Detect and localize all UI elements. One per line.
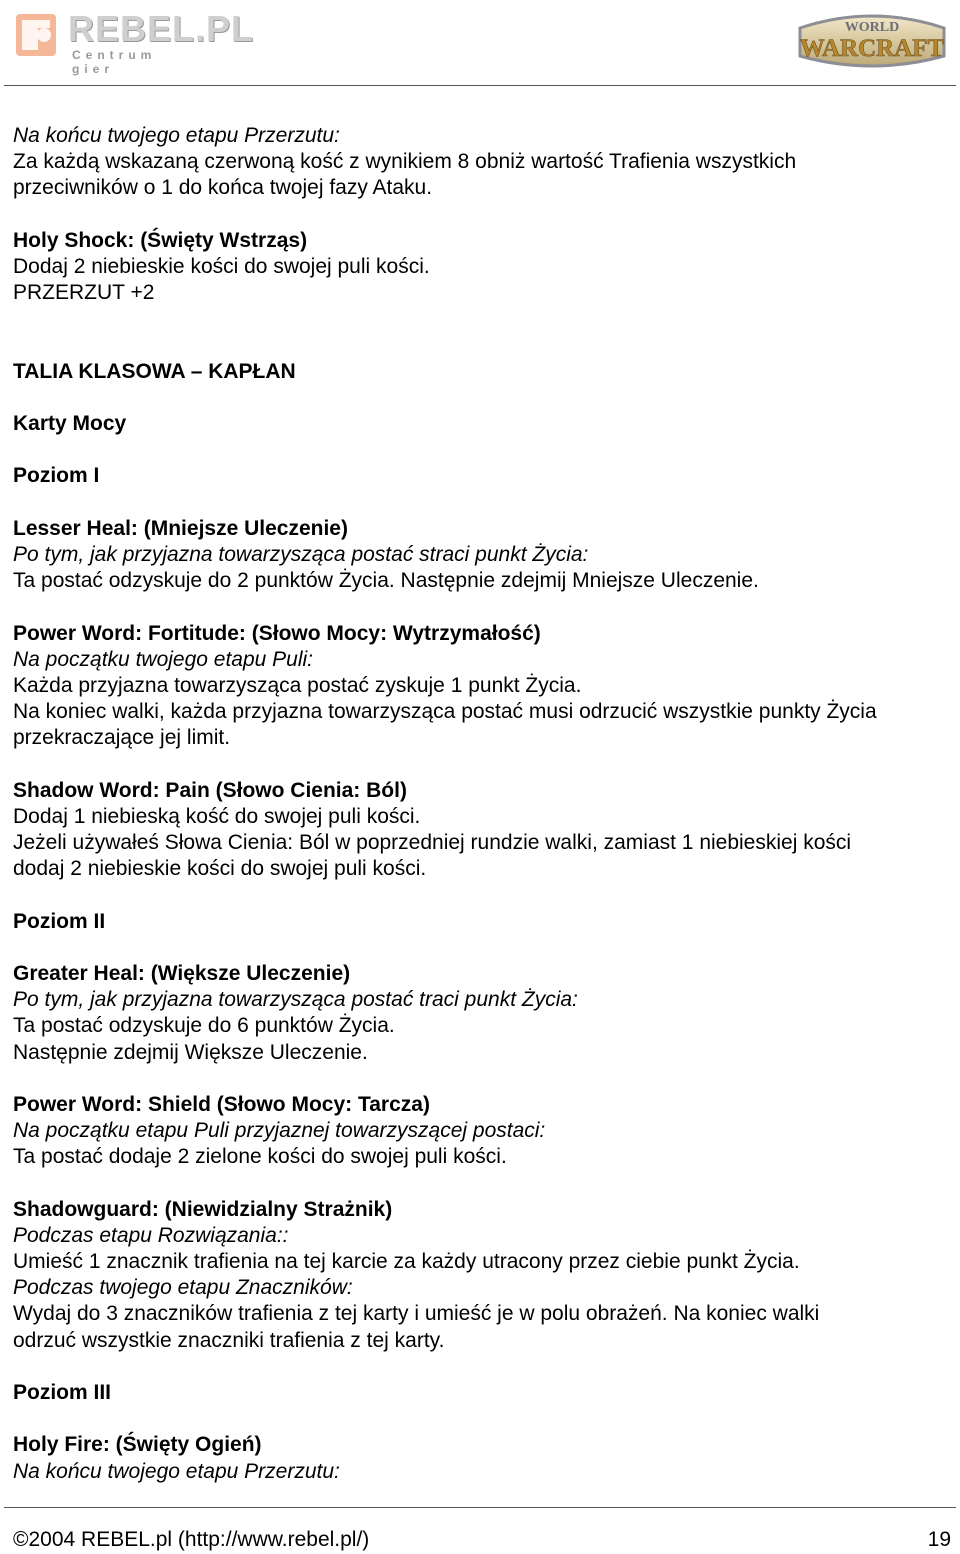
trigger-line: Podczas etapu Rozwiązania:: [13, 1223, 289, 1247]
rebel-logo [14, 8, 255, 76]
text-line: dodaj 2 niebieskie kości do swojej puli kości. [13, 857, 427, 881]
trigger-line: Na początku etapu Puli przyjaznej towarzyszącej postaci: [13, 1119, 546, 1143]
trigger-line: Podczas twojego etapu Znaczników: [13, 1276, 353, 1300]
heading-line: Holy Fire: (Święty Ogień) [13, 1433, 262, 1457]
header-divider [4, 85, 956, 86]
warcraft-logo [794, 6, 950, 74]
heading-line: Karty Mocy [13, 412, 127, 436]
trigger-line: Po tym, jak przyjazna towarzysząca postać traci punkt Życia: [13, 988, 578, 1012]
blank-line [13, 437, 953, 463]
blank-line [13, 594, 953, 620]
text-line: przekraczające jej limit. [13, 726, 231, 750]
blank-line [13, 333, 953, 359]
heading-line: TALIA KLASOWA – KAPŁAN [13, 359, 296, 383]
heading-line: Poziom I [13, 464, 100, 488]
heading-line: Shadow Word: Pain (Słowo Cienia: Ból) [13, 778, 407, 802]
blank-line [13, 202, 953, 228]
page-number: 19 [927, 1528, 951, 1551]
blank-line [13, 935, 953, 961]
footer-copyright: ©2004 REBEL.pl (http://www.rebel.pl/) [13, 1528, 370, 1551]
heading-line: Poziom III [13, 1381, 112, 1404]
text-line: Ta postać odzyskuje do 6 punktów Życia. [13, 1014, 395, 1038]
blank-line [13, 882, 953, 908]
rebel-logo-name: REBEL.PL [68, 8, 255, 49]
text-line: Dodaj 2 niebieskie kości do swojej puli kości. [13, 254, 430, 278]
text-line: Ta postać odzyskuje do 2 punktów Życia. Następnie zdejmij Mniejsze Uleczenie. [13, 569, 759, 593]
trigger-line: Po tym, jak przyjazna towarzysząca postać straci punkt Życia: [13, 543, 589, 566]
text-line: Za każdą wskazaną czerwoną kość z wynikiem 8 obniż wartość Trafienia wszystkich [13, 150, 797, 174]
warcraft-logo-bottom: WARCRAFT [799, 35, 945, 62]
heading-line: Shadowguard: (Niewidzialny Strażnik) [13, 1197, 393, 1221]
document-body [13, 123, 953, 1485]
rebel-puzzle-icon [14, 10, 60, 60]
text-line: Dodaj 1 niebieską kość do swojej puli kości. [13, 804, 421, 828]
text-line: odrzuć wszystkie znaczniki trafienia z tej karty. [13, 1328, 445, 1352]
trigger-line: Na początku twojego etapu Puli: [13, 647, 314, 671]
blank-line [13, 490, 953, 516]
blank-line [13, 1354, 953, 1380]
text-line: Na koniec walki, każda przyjazna towarzysząca postać musi odrzucić wszystkie punkty Życia [13, 700, 877, 724]
rebel-logo-tagline: Centrum gier [72, 48, 157, 76]
heading-line: Poziom II [13, 909, 106, 933]
blank-line [13, 752, 953, 778]
text-line: Jeżeli używałeś Słowa Cienia: Ból w poprzedniej rundzie walki, zamiast 1 niebieskiej kości [13, 831, 852, 855]
heading-line: Holy Shock: (Święty Wstrząs) [13, 228, 308, 252]
text-line: Ta postać dodaje 2 zielone kości do swojej puli kości. [13, 1145, 507, 1169]
text-line: Umieść 1 znacznik trafienia na tej karcie za każdy utracony przez ciebie punkt Życia. [13, 1250, 800, 1274]
blank-line [13, 1066, 953, 1092]
text-line: Następnie zdejmij Większe Uleczenie. [13, 1040, 368, 1064]
trigger-line: Na końcu twojego etapu Przerzutu: [13, 124, 340, 147]
blank-line [13, 385, 953, 411]
heading-line: Greater Heal: (Większe Uleczenie) [13, 962, 351, 985]
footer-divider [4, 1507, 956, 1508]
heading-line: Power Word: Shield (Słowo Mocy: Tarcza) [13, 1092, 430, 1116]
blank-line [13, 1171, 953, 1197]
blank-line [13, 1406, 953, 1432]
heading-line: Lesser Heal: (Mniejsze Uleczenie) [13, 516, 348, 540]
text-line: przeciwników o 1 do końca twojej fazy Ataku. [13, 176, 433, 200]
page-footer [13, 1526, 951, 1554]
text-line: Każda przyjazna towarzysząca postać zyskuje 1 punkt Życia. [13, 673, 582, 697]
trigger-line: Na końcu twojego etapu Przerzutu: [13, 1459, 340, 1483]
warcraft-logo-top: WORLD [844, 20, 900, 35]
text-line: Wydaj do 3 znaczników trafienia z tej karty i umieść je w polu obrażeń. Na koniec walki [13, 1302, 820, 1326]
heading-line: Power Word: Fortitude: (Słowo Mocy: Wytrzymałość) [13, 621, 541, 645]
page-header [0, 0, 960, 86]
text-line: PRZERZUT +2 [13, 281, 155, 305]
blank-line [13, 306, 953, 332]
